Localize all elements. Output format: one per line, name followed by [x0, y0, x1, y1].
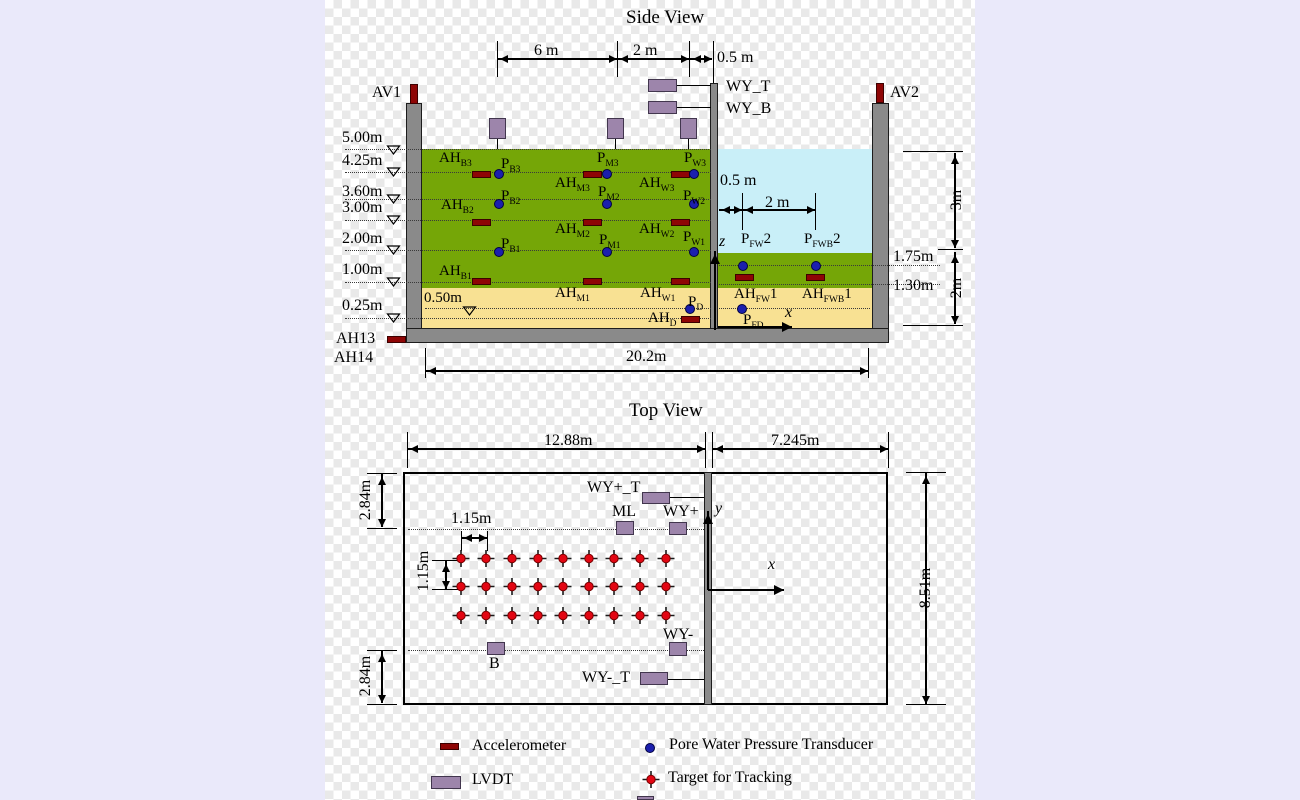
- text-label: WY+_T: [587, 479, 641, 496]
- text-label: 20.2m: [626, 348, 667, 365]
- sensor-label: $AH_{W3}$: [639, 175, 675, 194]
- legend-accelerometer-icon: [440, 743, 459, 750]
- sensor-label: $AH_{W2}$: [639, 221, 675, 240]
- sensor-label: $P_{W3}$: [684, 150, 707, 169]
- sensor-label: $P_{M3}$: [597, 150, 619, 169]
- text-label: WY-_T: [582, 669, 630, 686]
- text-label: Pore Water Pressure Transducer: [669, 736, 874, 753]
- text-label: WY-: [663, 626, 694, 643]
- text-label: 1.15m: [415, 550, 433, 592]
- text-label: WY_T: [726, 78, 771, 95]
- text-label: Target for Tracking: [668, 769, 792, 786]
- sensor-label: $AH_{M3}$: [555, 175, 590, 194]
- text-label: 12.88m: [544, 432, 593, 449]
- sensor-label: $P_{FWB}2$: [804, 231, 841, 250]
- text-label: WY_B: [726, 100, 772, 117]
- text-label: 3m: [948, 189, 966, 211]
- text-label: 0.5 m: [720, 172, 757, 189]
- sensor-label: $P_{B1}$: [501, 236, 521, 255]
- text-label: 5.00m: [342, 129, 383, 146]
- text-label: 2.84m: [357, 655, 375, 697]
- sensor-label: $P_{M2}$: [598, 184, 620, 203]
- text-label: 1.00m: [342, 261, 383, 278]
- sensor-label: $AH_{B1}$: [439, 263, 472, 282]
- pwp-transducer-dot: [645, 743, 655, 753]
- text-label: x: [768, 556, 776, 573]
- text-label: 0.50m: [424, 290, 462, 306]
- sensor-label: $P_D$: [688, 294, 704, 313]
- text-label: 1.15m: [451, 510, 492, 527]
- text-label: 1.75m: [893, 248, 934, 265]
- sensor-label: $P_{W2}$: [683, 188, 706, 207]
- sensor-label: $P_{B2}$: [501, 188, 521, 207]
- text-label: 6 m: [534, 42, 559, 59]
- sensor-label: $P_{FW}2$: [741, 231, 772, 250]
- text-label: LVDT: [472, 771, 514, 788]
- text-label: 0.5 m: [717, 49, 754, 66]
- legend-partial-item: [637, 796, 654, 800]
- sensor-label: $AH_{FW}1$: [734, 286, 778, 305]
- text-label: B: [489, 655, 500, 672]
- sensor-label: $AH_{B3}$: [439, 150, 472, 169]
- text-label: 2.00m: [342, 230, 383, 247]
- text-label: 3.60m: [342, 183, 383, 200]
- text-label: 4.25m: [342, 152, 383, 169]
- text-label: Accelerometer: [472, 737, 567, 754]
- text-label: 0.25m: [342, 297, 383, 314]
- legend-target-icon: [643, 771, 660, 793]
- text-label: 2 m: [633, 42, 658, 59]
- top-view-title: Top View: [629, 400, 703, 421]
- sensor-label: $P_{W1}$: [683, 229, 706, 248]
- side-view-title: Side View: [626, 7, 705, 28]
- sensor-label: $AH_{M2}$: [555, 221, 590, 240]
- text-label: 3.00m: [342, 199, 383, 216]
- sensor-label: $P_{M1}$: [599, 232, 621, 251]
- sensor-label: $P_{FD}$: [743, 312, 764, 331]
- text-label: 8.51m: [917, 567, 935, 609]
- text-label: ML: [612, 503, 636, 520]
- text-label: AH14: [334, 349, 374, 366]
- sensor-label: $AH_{W1}$: [640, 285, 676, 304]
- text-label: 1.30m: [893, 277, 934, 294]
- text-label: y: [715, 500, 723, 517]
- text-label: AV1: [372, 84, 402, 101]
- sensor-label: $AH_{M1}$: [555, 285, 590, 304]
- text-label: 2 m: [765, 194, 790, 211]
- text-label: x: [785, 304, 793, 321]
- sensor-label: $AH_{B2}$: [441, 197, 474, 216]
- legend-lvdt-icon: [431, 776, 461, 789]
- text-label: 2.84m: [357, 479, 375, 521]
- text-label: AH13: [336, 330, 376, 347]
- text-label: z: [719, 233, 726, 250]
- text-label: WY+: [663, 503, 699, 520]
- text-label: 2m: [948, 277, 966, 299]
- text-label: 7.245m: [771, 432, 820, 449]
- sensor-label: $AH_{FWB}1$: [802, 286, 852, 305]
- sensor-label: $AH_D$: [648, 310, 677, 329]
- text-label: AV2: [890, 84, 920, 101]
- sensor-label: $P_{B3}$: [501, 156, 521, 175]
